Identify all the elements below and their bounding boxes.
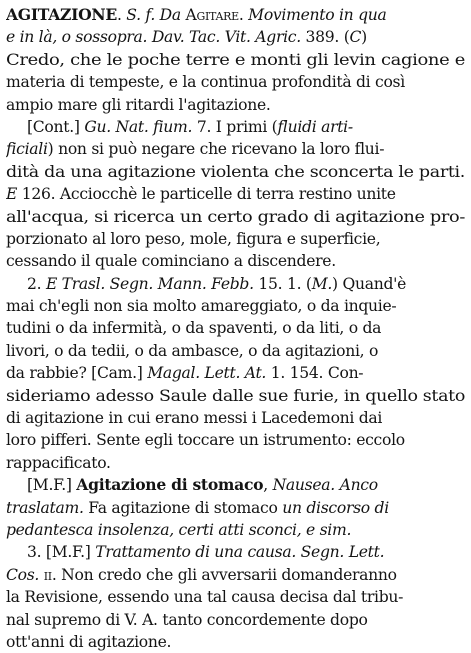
- text-segment: C: [349, 28, 362, 47]
- text-line: [6, 250, 465, 272]
- text-segment: materia di tempeste, e la continua profondità di così: [6, 73, 405, 92]
- text-segment: traslatam.: [6, 498, 84, 517]
- text-segment: 3. [M.F.]: [27, 543, 96, 562]
- text-line: [6, 116, 465, 138]
- text-line: [6, 295, 465, 317]
- text-line: [6, 609, 465, 631]
- text-line: [6, 474, 465, 496]
- text-line: [6, 452, 465, 474]
- text-line: [6, 26, 465, 48]
- text-segment: Movimento in qua: [248, 6, 387, 24]
- text-segment: ott'anni di agitazione.: [6, 632, 172, 651]
- text-line: [6, 631, 465, 653]
- text-segment: [M.F.]: [27, 476, 77, 495]
- text-segment: 126. Acciocchè le particelle di terra restino unite: [17, 185, 396, 204]
- text-segment: ) Quand'è: [332, 274, 407, 293]
- text-segment: ): [361, 28, 367, 47]
- headword: Agitazione di stomaco: [76, 475, 264, 495]
- text-segment: livori, o da tedii, o da ambasce, o da agitazioni, o: [6, 341, 379, 360]
- text-segment: di agitazione in cui erano messi i Lacedemoni dai: [6, 409, 383, 428]
- text-segment: la Revisione, essendo una tal causa decisa dal tribu-: [6, 588, 404, 607]
- text-segment: M.: [311, 274, 333, 293]
- text-segment: loro pifferi. Sente egli toccare un istrumento: eccolo: [6, 431, 405, 450]
- headword: AGITAZIONE: [6, 5, 117, 24]
- text-line: [6, 228, 465, 250]
- text-segment: ,: [263, 476, 273, 495]
- text-segment: cessando il quale cominciano a discendere.: [6, 252, 336, 271]
- text-segment: fluidi arti-: [277, 117, 353, 136]
- text-segment: Gu. Nat. fium.: [84, 117, 193, 136]
- text-segment: rappacificato.: [6, 453, 111, 472]
- text-segment: ) non si può negare che ricevano la loro flui-: [47, 140, 385, 159]
- text-line: [6, 362, 465, 384]
- text-segment: .: [116, 6, 127, 24]
- text-line: [6, 340, 465, 362]
- text-line: [6, 497, 465, 519]
- text-line: [6, 385, 471, 407]
- text-segment: pedantesca insolenza, certi atti sconci, e sim.: [6, 520, 352, 539]
- text-segment: E: [6, 185, 18, 204]
- text-line: [6, 429, 465, 451]
- text-line: [6, 206, 471, 228]
- text-line: [6, 183, 465, 205]
- text-segment: nal supremo di V. A. tanto concordemente dopo: [6, 610, 368, 629]
- text-segment: 15. 1. (: [253, 274, 312, 293]
- text-segment: Agitare: [185, 6, 239, 24]
- text-segment: da rabbie? [Cam.]: [6, 364, 148, 383]
- text-segment: tudini o da infermità, o da spaventi, o da liti, o da: [6, 319, 382, 338]
- text-line: [6, 519, 465, 541]
- text-line: [6, 317, 465, 339]
- text-segment: Nausea. Anco: [272, 476, 378, 495]
- text-segment: sideriamo adesso Saule dalle sue furie, in quello stato: [6, 386, 466, 405]
- text-segment: all'acqua, si ricerca un certo grado di agitazione pro-: [6, 207, 466, 226]
- text-line: [6, 71, 465, 93]
- text-segment: 1. 154. Con-: [266, 364, 364, 383]
- text-line: [6, 49, 471, 71]
- text-segment: Magal. Lett. At.: [147, 364, 267, 383]
- text-line: [6, 4, 465, 26]
- text-line: [6, 564, 465, 586]
- text-segment: . Non credo che gli avversarii domanderanno: [51, 565, 397, 584]
- text-segment: e in là, o sossopra. Dav. Tac. Vit. Agric.: [6, 28, 301, 47]
- text-segment: [Cont.]: [27, 117, 85, 136]
- text-segment: 7. I primi (: [192, 117, 278, 136]
- text-segment: Cos.: [6, 565, 40, 584]
- text-line: [6, 407, 465, 429]
- text-segment: Fa agitazione di stomaco: [83, 498, 283, 517]
- text-segment: .: [238, 6, 249, 24]
- text-segment: 2.: [27, 274, 46, 293]
- text-segment: un discorso di: [282, 498, 389, 517]
- text-segment: Credo, che le poche terre e monti gli levin cagione e: [6, 50, 465, 69]
- text-line: [6, 273, 465, 295]
- text-segment: Trattamento di una causa. Segn. Lett.: [95, 543, 385, 562]
- text-segment: ampio mare gli ritardi l'agitazione.: [6, 95, 271, 114]
- text-line: [6, 94, 465, 116]
- text-segment: porzionato al loro peso, mole, figura e superficie,: [6, 229, 381, 248]
- text-line: [6, 586, 465, 608]
- text-segment: mai ch'egli non sia molto amareggiato, o da inquie-: [6, 297, 397, 316]
- text-segment: S. f. Da: [126, 6, 186, 24]
- text-line: [6, 161, 471, 183]
- text-segment: E Trasl. Segn. Mann. Febb.: [45, 274, 254, 293]
- text-segment: 389. (: [300, 28, 350, 47]
- text-segment: dità da una agitazione violenta che sconcerta le parti.: [6, 162, 466, 181]
- text-line: [6, 138, 465, 160]
- text-line: [6, 541, 465, 563]
- text-segment: ficiali: [6, 140, 48, 159]
- text-segment: ii: [43, 565, 52, 584]
